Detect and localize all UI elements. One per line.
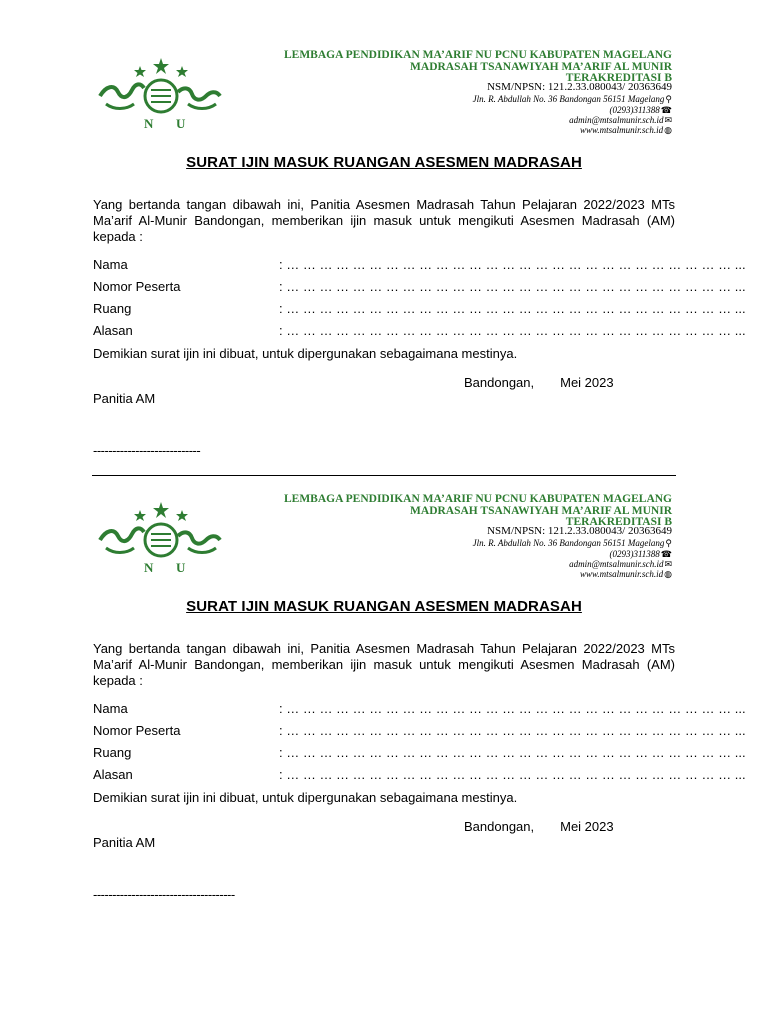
document-title: SURAT IJIN MASUK RUANGAN ASESMEN MADRASAH (186, 154, 582, 171)
field-nama: Nama : … … … … … … … … … … … … … … … … … … … … … … … … … … … ... (93, 257, 746, 272)
nu-logo (96, 56, 226, 130)
location-pin-icon: ⚲ (665, 94, 672, 104)
school-name: MADRASAH TSANAWIYAH MA’ARIF AL MUNIR (410, 61, 672, 73)
closing-statement: Demikian surat ijin ini dibuat, untuk dipergunakan sebagaimana mestinya. (93, 346, 518, 361)
signature-line: ---------------------------- (93, 443, 201, 458)
globe-icon: ◍ (664, 569, 672, 579)
signer: Panitia AM (93, 391, 156, 406)
institution-name: LEMBAGA PENDIDIKAN MA’ARIF NU PCNU KABUPATEN MAGELANG (283, 493, 672, 505)
accreditation: TERAKREDITASI B (565, 516, 672, 528)
signature-line: ------------------------------------- (93, 887, 235, 902)
institution-name: LEMBAGA PENDIDIKAN MA’ARIF NU PCNU KABUPATEN MAGELANG (283, 49, 672, 61)
mail-icon: ✉ (664, 115, 672, 125)
divider-line (92, 475, 676, 476)
field-alasan: Alasan : … … … … … … … … … … … … … … … … … … … … … … … … … … … ... (93, 767, 746, 782)
field-nama: Nama : … … … … … … … … … … … … … … … … … … … … … … … … … … … ... (93, 701, 746, 716)
accreditation: TERAKREDITASI B (565, 72, 672, 84)
mail-icon: ✉ (664, 559, 672, 569)
school-name: MADRASAH TSANAWIYAH MA’ARIF AL MUNIR (410, 505, 672, 517)
field-ruang: Ruang : … … … … … … … … … … … … … … … … … … … … … … … … … … … ... (93, 745, 746, 760)
phone: (0293)311388☎ (609, 549, 672, 559)
phone-icon: ☎ (660, 549, 672, 559)
nsm-npsn: NSM/NPSN: 121.2.33.080043/ 20363649 (487, 81, 672, 93)
svg-text:N: N (144, 116, 154, 130)
website: www.mtsalmunir.sch.id◍ (580, 125, 672, 135)
phone-icon: ☎ (660, 105, 672, 115)
intro-paragraph: Yang bertanda tangan dibawah ini, Panitia Asesmen Madrasah Tahun Pelajaran 2022/2023 MTs Ma’arif Al-Munir Bandongan, memberikan ijin masuk untuk mengikuti Asesmen Madrasah (AM) kepada : (93, 197, 675, 244)
field-nomor-peserta: Nomor Peserta : … … … … … … … … … … … … … … … … … … … … … … … … … … … ... (93, 723, 746, 738)
field-ruang: Ruang : … … … … … … … … … … … … … … … … … … … … … … … … … … … ... (93, 301, 746, 316)
phone: (0293)311388☎ (609, 105, 672, 115)
website: www.mtsalmunir.sch.id◍ (580, 569, 672, 579)
place-date: Bandongan, Mei 2023 (464, 819, 614, 834)
place-date: Bandongan, Mei 2023 (464, 375, 614, 390)
intro-paragraph: Yang bertanda tangan dibawah ini, Panitia Asesmen Madrasah Tahun Pelajaran 2022/2023 MTs Ma’arif Al-Munir Bandongan, memberikan ijin masuk untuk mengikuti Asesmen Madrasah (AM) kepada : (93, 641, 675, 688)
globe-icon: ◍ (664, 125, 672, 135)
closing-statement: Demikian surat ijin ini dibuat, untuk dipergunakan sebagaimana mestinya. (93, 790, 518, 805)
address: Jln. R. Abdullah No. 36 Bandongan 56151 Magelang⚲ (472, 94, 672, 104)
nsm-npsn: NSM/NPSN: 121.2.33.080043/ 20363649 (487, 525, 672, 537)
address: Jln. R. Abdullah No. 36 Bandongan 56151 Magelang⚲ (472, 538, 672, 548)
document-title: SURAT IJIN MASUK RUANGAN ASESMEN MADRASAH (186, 598, 582, 615)
location-pin-icon: ⚲ (665, 538, 672, 548)
email: admin@mtsalmunir.sch.id✉ (569, 559, 672, 569)
svg-text:U: U (176, 560, 186, 574)
field-alasan: Alasan : … … … … … … … … … … … … … … … … … … … … … … … … … … … ... (93, 323, 746, 338)
signer: Panitia AM (93, 835, 156, 850)
email: admin@mtsalmunir.sch.id✉ (569, 115, 672, 125)
nu-logo (96, 500, 226, 574)
field-nomor-peserta: Nomor Peserta : … … … … … … … … … … … … … … … … … … … … … … … … … … … ... (93, 279, 746, 294)
svg-text:N: N (144, 560, 154, 574)
svg-text:U: U (176, 116, 186, 130)
